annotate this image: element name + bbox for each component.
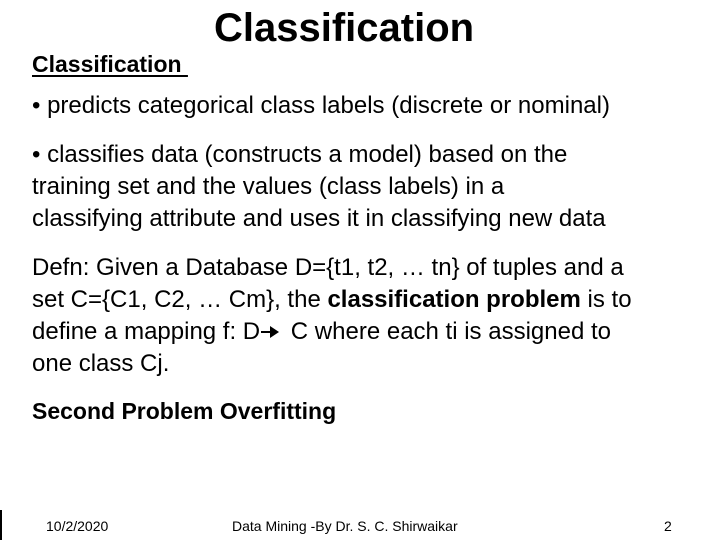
footer-author: Data Mining -By Dr. S. C. Shirwaikar — [232, 518, 458, 534]
definition-line-1: Defn: Given a Database D={t1, t2, … tn} of tuples and a — [32, 254, 624, 281]
definition-line-3-start: define a mapping f: D — [32, 318, 261, 345]
bullet-1-line-1: • predicts categorical class labels (discrete or nominal) — [32, 92, 610, 119]
definition-paragraph — [32, 252, 718, 380]
bullet-item-1 — [32, 90, 718, 122]
slide-footer — [0, 510, 720, 540]
bullet-item-2 — [32, 139, 718, 235]
bullet-2-line-3: classifying attribute and uses it in classifying new data — [32, 205, 606, 232]
definition-line-2-end: is to — [580, 286, 632, 313]
footer-date: 10/2/2020 — [46, 518, 109, 534]
slide-title: Classification — [214, 6, 475, 50]
bullet-2-line-2: training set and the values (class labels) in a — [32, 173, 505, 200]
page-number: 2 — [664, 518, 672, 534]
right-arrow-icon — [260, 324, 280, 340]
second-problem-heading: Second Problem Overfitting — [32, 398, 337, 424]
subheading: Classification — [32, 51, 188, 77]
definition-line-2 — [32, 284, 718, 316]
bullet-2-line-1: • classifies data (constructs a model) based on the — [32, 141, 568, 168]
definition-line-3-end: C where each ti is assigned to — [284, 318, 611, 345]
footer-left-border — [0, 510, 2, 540]
definition-line-2-start: set C={C1, C2, … Cm}, the — [32, 286, 328, 313]
classification-problem-term: classification problem — [327, 286, 581, 313]
definition-line-3 — [32, 316, 718, 348]
definition-line-4: one class Cj. — [32, 350, 170, 377]
